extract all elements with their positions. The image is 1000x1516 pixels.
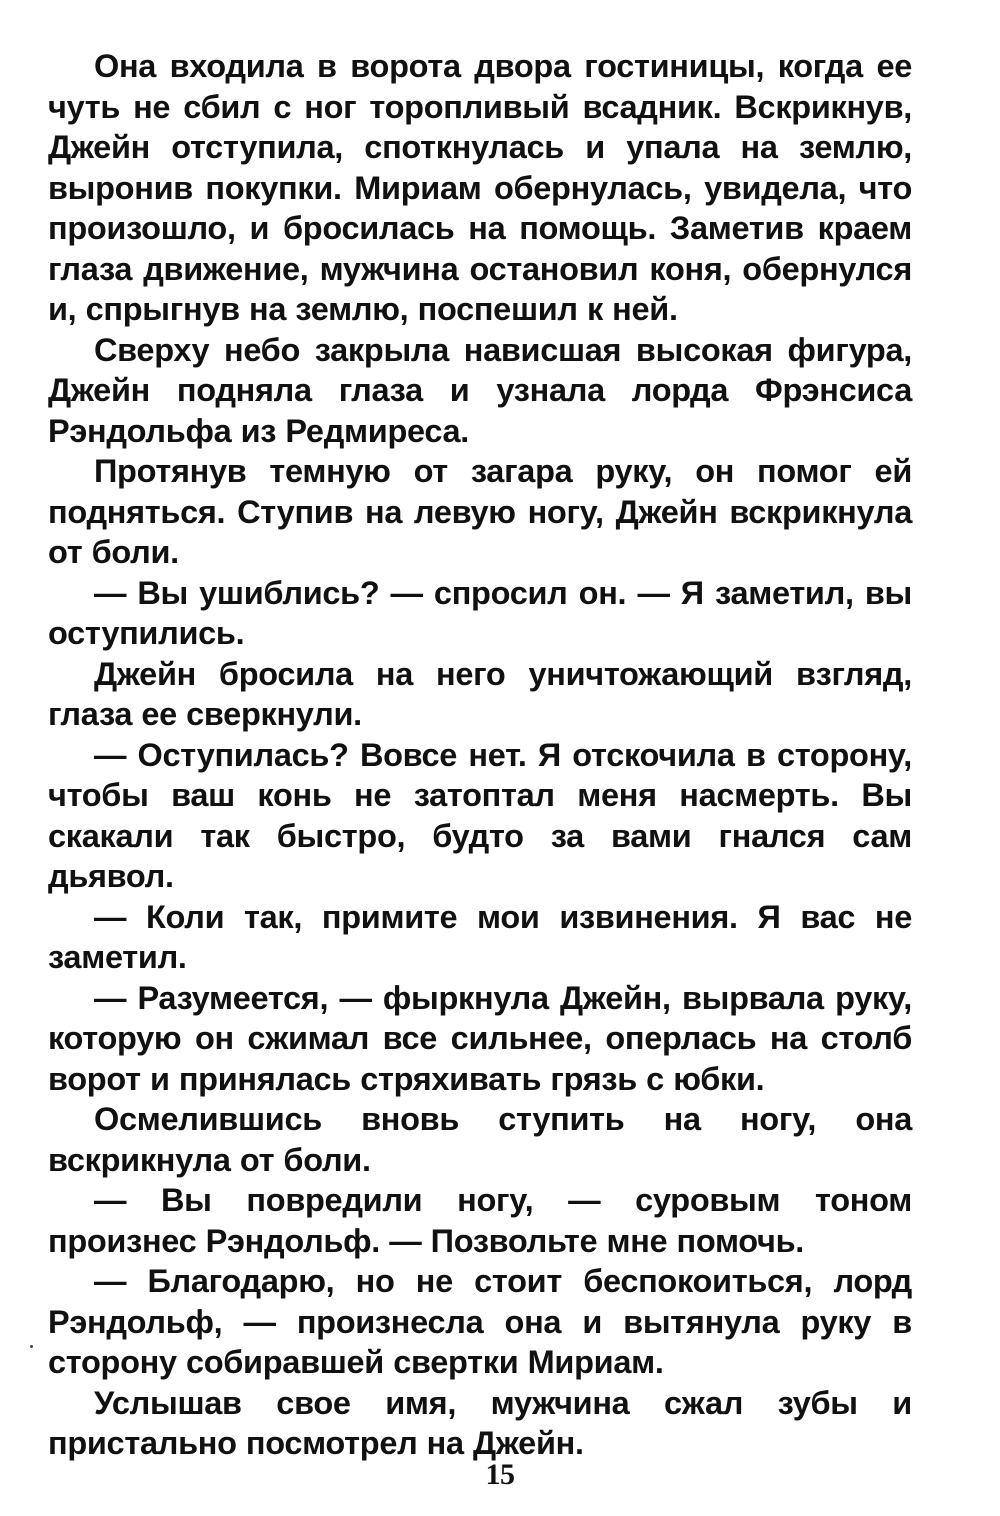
paragraph-12: Услышав свое имя, мужчина сжал зубы и пристально посмотрел на Джейн.: [48, 1384, 912, 1461]
paragraph-9: Осмелившись вновь ступить на ногу, она вскрикнула от боли.: [48, 1101, 912, 1178]
paragraph-8: — Разумеется, — фыркнула Джейн, вырвала руку, которую он сжимал все сильнее, оперлась на столб ворот и принялась стряхивать грязь с юбки.: [48, 979, 912, 1097]
paragraph-6: — Оступилась? Вовсе нет. Я отскочила в сторону, чтобы ваш конь не затоптал меня насмерть. Вы скакали так быстро, будто за вами гнался сам дьявол.: [48, 736, 912, 894]
paragraph-2: Сверху небо закрыла нависшая высокая фигура, Джейн подняла глаза и узнала лорда Фрэнсиса Рэндольфа из Редмиреса.: [48, 331, 912, 449]
book-page-text: [48, 46, 912, 1461]
scan-speck: [30, 1345, 33, 1348]
paragraph-3: Протянув темную от загара руку, он помог ей подняться. Ступив на левую ногу, Джейн вскрикнула от боли.: [48, 453, 912, 570]
paragraph-1: Она входила в ворота двора гостиницы, когда ее чуть не сбил с ног торопливый всадник. Вскрикнув, Джейн отступила, споткнулась и упала на землю, выронив покупки. Мириам обернулась, увидела, что произошло, и бросилась на помощь. Заметив краем глаза движение, мужчина остановил коня, обернулся и, спрыгнув на землю, поспешил к ней.: [48, 48, 912, 327]
paragraph-4: — Вы ушиблись? — спросил он. — Я заметил, вы оступились.: [48, 574, 912, 651]
paragraph-11: — Благодарю, но не стоит беспокоиться, лорд Рэндольф, — произнесла она и вытянула руку в сторону собиравшей свертки Мириам.: [48, 1263, 912, 1380]
paragraph-5: Джейн бросила на него уничтожающий взгляд, глаза ее сверкнули.: [48, 655, 912, 732]
page-number: 15: [485, 1458, 515, 1491]
paragraph-7: — Коли так, примите мои извинения. Я вас не заметил.: [48, 898, 912, 975]
paragraph-10: — Вы повредили ногу, — суровым тоном произнес Рэндольф. — Позвольте мне помочь.: [48, 1182, 912, 1259]
